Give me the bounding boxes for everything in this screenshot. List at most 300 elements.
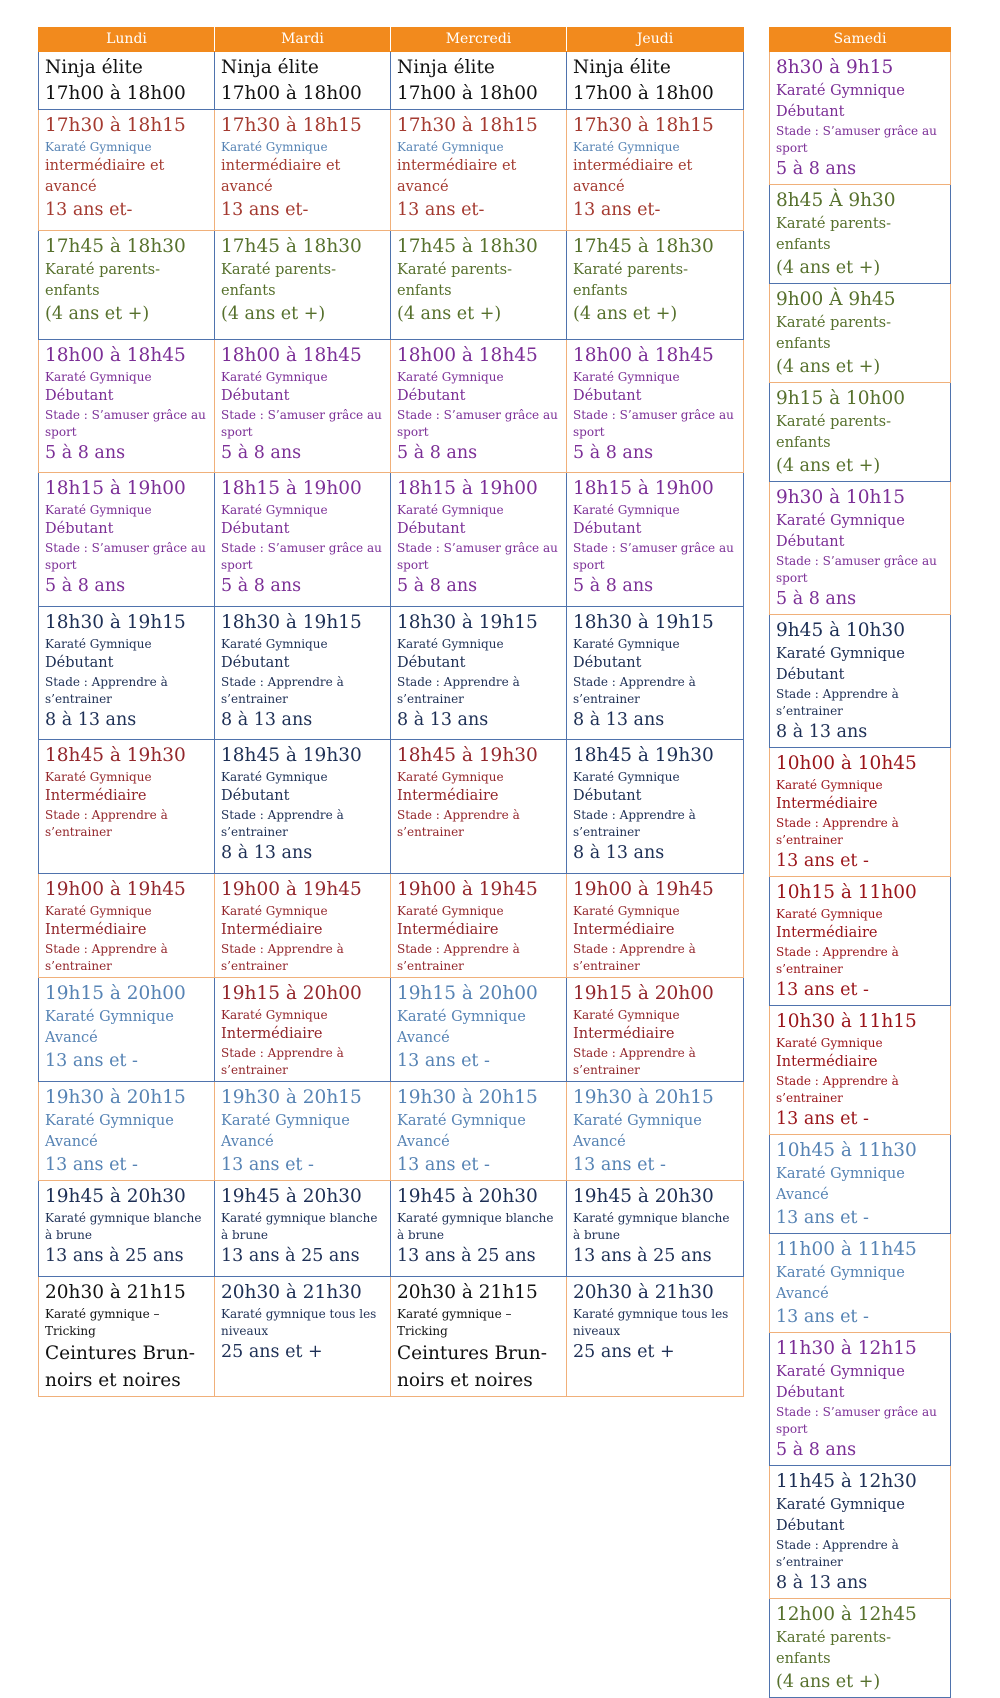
class-line: Karaté Gymnique: [776, 1036, 883, 1050]
class-line: (4 ans et +): [776, 1672, 881, 1692]
class-line: 13 ans et -: [221, 1155, 314, 1175]
saturday-class-cell: [770, 1135, 951, 1234]
class-line: 5 à 8 ans: [776, 159, 857, 179]
class-cell: [215, 1181, 391, 1277]
class-line: Stade : Apprendre à s’entrainer: [573, 1046, 696, 1077]
time-slot-row: [39, 110, 744, 231]
class-line: Stade : Apprendre à s’entrainer: [221, 808, 344, 839]
class-line: Karaté Gymnique Avancé: [776, 1265, 905, 1302]
class-cell: [567, 340, 744, 473]
class-line: Stade : S’amuser grâce au sport: [776, 1405, 937, 1436]
class-line: Karaté Gymnique: [397, 370, 504, 384]
class-line: Intermédiaire: [45, 788, 147, 804]
class-line: 18h00 à 18h45: [45, 345, 186, 366]
day-header-lundi: Lundi: [39, 28, 215, 52]
class-cell: [39, 607, 215, 740]
saturday-slot-row: [770, 185, 951, 284]
class-line: 11h30 à 12h15: [776, 1338, 917, 1359]
class-line: Stade : S’amuser grâce au sport: [45, 408, 206, 439]
saturday-slot-row: [770, 1006, 951, 1135]
class-cell: [391, 978, 567, 1082]
class-line: Karaté parents-enfants: [776, 414, 892, 451]
class-line: 18h15 à 19h00: [397, 478, 538, 499]
class-line: Karaté Gymnique Débutant: [776, 1497, 905, 1534]
class-line: 25 ans et +: [573, 1342, 675, 1362]
class-line: Karaté Gymnique Avancé: [573, 1113, 702, 1150]
saturday-slot-row: [770, 482, 951, 615]
class-line: Karaté parents-enfants: [45, 262, 161, 299]
class-cell: [567, 740, 744, 874]
class-line: 8 à 13 ans: [776, 1573, 868, 1593]
class-cell: [39, 874, 215, 978]
class-line: 8 à 13 ans: [573, 710, 665, 730]
class-line: Débutant: [397, 655, 466, 671]
saturday-class-cell: [770, 1599, 951, 1698]
class-line: Karaté Gymnique Avancé: [221, 1113, 350, 1150]
class-line: 5 à 8 ans: [221, 443, 302, 463]
class-line: Débutant: [573, 788, 642, 804]
class-line: 13 ans et -: [776, 980, 869, 1000]
class-line: 17h45 à 18h30: [45, 236, 186, 257]
class-line: Karaté Gymnique: [221, 370, 328, 384]
class-line: Karaté Gymnique: [45, 503, 152, 517]
saturday-class-cell: [770, 284, 951, 383]
class-line: 18h15 à 19h00: [221, 478, 362, 499]
class-line: Stade : Apprendre à s’entrainer: [221, 1046, 344, 1077]
class-line: 18h15 à 19h00: [573, 478, 714, 499]
class-line: 9h30 à 10h15: [776, 487, 906, 508]
class-cell: [39, 231, 215, 340]
class-line: Karaté gymnique – Tricking: [45, 1307, 160, 1338]
class-line: 19h15 à 20h00: [45, 983, 186, 1004]
class-line: 18h45 à 19h30: [573, 745, 714, 766]
class-line: Débutant: [45, 388, 114, 404]
class-line: Karaté gymnique blanche à brune: [573, 1211, 730, 1242]
class-line: 17h45 à 18h30: [397, 236, 538, 257]
class-line: Karaté Gymnique Débutant: [776, 646, 905, 683]
class-line: 8 à 13 ans: [221, 843, 313, 863]
time-slot-row: [39, 1181, 744, 1277]
class-cell: [391, 1082, 567, 1181]
class-line: 10h30 à 11h15: [776, 1011, 917, 1032]
class-cell: [567, 110, 744, 231]
class-cell: [39, 740, 215, 874]
class-cell: [391, 110, 567, 231]
class-line: Stade : Apprendre à s’entrainer: [776, 687, 899, 718]
class-line: 17h30 à 18h15: [397, 115, 538, 136]
class-line: Karaté parents-enfants: [776, 1630, 892, 1667]
class-line: 17h45 à 18h30: [573, 236, 714, 257]
class-line: Karaté Gymnique: [776, 778, 883, 792]
class-line: Intermédiaire: [573, 1026, 675, 1042]
class-line: Karaté Gymnique: [45, 904, 152, 918]
class-line: 13 ans et-: [45, 200, 133, 220]
class-line: Stade : S’amuser grâce au sport: [397, 408, 558, 439]
saturday-schedule-table: [769, 27, 951, 1698]
saturday-class-cell: [770, 1006, 951, 1135]
class-line: Karaté Gymnique: [45, 140, 152, 154]
class-line: Stade : Apprendre à s’entrainer: [573, 942, 696, 973]
class-line: 18h30 à 19h15: [221, 612, 362, 633]
class-line: 13 ans et -: [573, 1155, 666, 1175]
saturday-slot-row: [770, 284, 951, 383]
class-cell: [39, 110, 215, 231]
class-line: Ninja élite: [397, 57, 495, 78]
class-line: Karaté Gymnique: [221, 770, 328, 784]
class-line: 13 ans et -: [397, 1155, 490, 1175]
class-line: 17h30 à 18h15: [45, 115, 186, 136]
class-line: Intermédiaire: [776, 1054, 878, 1070]
class-cell: [215, 231, 391, 340]
saturday-slot-row: [770, 748, 951, 877]
class-cell: [39, 52, 215, 110]
class-line: 18h30 à 19h15: [397, 612, 538, 633]
class-line: 13 ans à 25 ans: [221, 1246, 360, 1266]
class-line: Karaté Gymnique: [397, 770, 504, 784]
class-line: 17h00 à 18h00: [221, 83, 362, 104]
class-line: 13 ans et -: [776, 1307, 869, 1327]
class-line: Débutant: [397, 521, 466, 537]
class-line: 17h30 à 18h15: [573, 115, 714, 136]
class-line: 19h45 à 20h30: [573, 1186, 714, 1207]
class-line: 19h00 à 19h45: [45, 879, 186, 900]
class-line: 8 à 13 ans: [45, 710, 137, 730]
saturday-slot-row: [770, 1599, 951, 1698]
class-line: 5 à 8 ans: [776, 589, 857, 609]
class-cell: [391, 52, 567, 110]
class-line: 17h00 à 18h00: [45, 83, 186, 104]
class-line: Débutant: [573, 521, 642, 537]
class-line: Karaté gymnique blanche à brune: [221, 1211, 378, 1242]
class-line: Ceintures Brun-noirs et noires: [397, 1343, 547, 1391]
class-line: Stade : S’amuser grâce au sport: [776, 554, 937, 585]
class-cell: [391, 740, 567, 874]
class-line: 19h00 à 19h45: [573, 879, 714, 900]
class-line: Stade : Apprendre à s’entrainer: [397, 942, 520, 973]
class-line: Intermédiaire: [45, 922, 147, 938]
class-cell: [567, 1181, 744, 1277]
class-cell: [215, 607, 391, 740]
class-line: Débutant: [221, 655, 290, 671]
class-line: (4 ans et +): [221, 304, 326, 324]
class-line: Débutant: [221, 388, 290, 404]
class-line: Ninja élite: [45, 57, 143, 78]
class-cell: [567, 978, 744, 1082]
class-line: 10h00 à 10h45: [776, 753, 917, 774]
class-line: (4 ans et +): [45, 304, 150, 324]
class-line: 5 à 8 ans: [45, 576, 126, 596]
class-cell: [567, 607, 744, 740]
class-line: 19h30 à 20h15: [573, 1087, 714, 1108]
class-cell: [391, 340, 567, 473]
saturday-class-cell: [770, 52, 951, 185]
class-line: (4 ans et +): [776, 456, 881, 476]
class-line: Karaté Gymnique: [573, 637, 680, 651]
class-line: intermédiaire et avancé: [45, 158, 165, 195]
class-line: 12h00 à 12h45: [776, 1604, 917, 1625]
class-cell: [215, 340, 391, 473]
class-line: 19h30 à 20h15: [397, 1087, 538, 1108]
class-cell: [391, 231, 567, 340]
class-line: 19h00 à 19h45: [397, 879, 538, 900]
class-line: intermédiaire et avancé: [221, 158, 341, 195]
class-line: Karaté Gymnique: [45, 370, 152, 384]
class-line: Débutant: [221, 788, 290, 804]
saturday-slot-row: [770, 615, 951, 748]
class-line: Débutant: [45, 521, 114, 537]
class-line: 18h00 à 18h45: [397, 345, 538, 366]
class-line: 20h30 à 21h30: [221, 1282, 362, 1303]
class-line: Stade : S’amuser grâce au sport: [45, 541, 206, 572]
class-line: Stade : S’amuser grâce au sport: [776, 124, 937, 155]
class-line: 19h15 à 20h00: [221, 983, 362, 1004]
class-line: 8 à 13 ans: [397, 710, 489, 730]
class-line: Karaté parents-enfants: [776, 315, 892, 352]
class-line: 17h30 à 18h15: [221, 115, 362, 136]
time-slot-row: [39, 52, 744, 110]
class-line: Stade : Apprendre à s’entrainer: [776, 1074, 899, 1105]
class-line: Karaté Gymnique: [221, 904, 328, 918]
class-line: 10h45 à 11h30: [776, 1140, 917, 1161]
time-slot-row: [39, 607, 744, 740]
class-line: 5 à 8 ans: [397, 576, 478, 596]
class-line: 18h45 à 19h30: [45, 745, 186, 766]
class-line: 13 ans et -: [776, 851, 869, 871]
class-line: 18h45 à 19h30: [397, 745, 538, 766]
class-line: 8h45 À 9h30: [776, 190, 896, 211]
saturday-class-cell: [770, 482, 951, 615]
class-line: 13 ans et -: [397, 1051, 490, 1071]
class-line: Karaté Gymnique: [221, 140, 328, 154]
class-line: Karaté Gymnique: [45, 637, 152, 651]
class-line: Stade : Apprendre à s’entrainer: [776, 945, 899, 976]
class-cell: [391, 607, 567, 740]
class-line: Intermédiaire: [397, 788, 499, 804]
saturday-slot-row: [770, 1333, 951, 1466]
class-line: 18h30 à 19h15: [573, 612, 714, 633]
class-line: 8 à 13 ans: [776, 722, 868, 742]
class-line: Karaté Gymnique Avancé: [397, 1113, 526, 1150]
class-line: 8 à 13 ans: [573, 843, 665, 863]
class-cell: [567, 231, 744, 340]
class-cell: [215, 1277, 391, 1397]
class-line: 18h30 à 19h15: [45, 612, 186, 633]
class-line: 13 ans et -: [776, 1208, 869, 1228]
class-line: 5 à 8 ans: [221, 576, 302, 596]
class-cell: [215, 110, 391, 231]
class-cell: [391, 1181, 567, 1277]
class-line: Karaté gymnique tous les niveaux: [221, 1307, 377, 1338]
class-line: Karaté parents-enfants: [221, 262, 337, 299]
class-line: Karaté Gymnique Débutant: [776, 83, 905, 120]
time-slot-row: [39, 1277, 744, 1397]
time-slot-row: [39, 340, 744, 473]
class-cell: [391, 473, 567, 607]
class-line: Karaté Gymnique: [776, 907, 883, 921]
weekday-header-row: [39, 28, 744, 52]
class-line: Stade : S’amuser grâce au sport: [573, 408, 734, 439]
class-cell: [391, 1277, 567, 1397]
class-line: 13 ans à 25 ans: [573, 1246, 712, 1266]
class-cell: [567, 1082, 744, 1181]
class-line: Stade : S’amuser grâce au sport: [573, 541, 734, 572]
class-line: 19h15 à 20h00: [573, 983, 714, 1004]
class-line: Karaté Gymnique: [573, 770, 680, 784]
class-line: Intermédiaire: [397, 922, 499, 938]
weekday-schedule-table: [38, 27, 744, 1397]
class-line: 13 ans et -: [45, 1155, 138, 1175]
class-line: Karaté gymnique – Tricking: [397, 1307, 512, 1338]
class-line: Intermédiaire: [221, 1026, 323, 1042]
class-line: Débutant: [397, 388, 466, 404]
class-line: Karaté Gymnique: [45, 770, 152, 784]
class-line: Débutant: [221, 521, 290, 537]
class-line: 13 ans et -: [776, 1109, 869, 1129]
class-line: Karaté Gymnique: [397, 904, 504, 918]
saturday-slot-row: [770, 877, 951, 1006]
class-line: 19h15 à 20h00: [397, 983, 538, 1004]
class-line: Karaté Gymnique Avancé: [397, 1009, 526, 1046]
class-line: Karaté parents-enfants: [397, 262, 513, 299]
class-line: Karaté Gymnique: [397, 503, 504, 517]
saturday-class-cell: [770, 748, 951, 877]
saturday-class-cell: [770, 185, 951, 284]
class-line: Débutant: [573, 655, 642, 671]
class-line: Débutant: [45, 655, 114, 671]
class-cell: [215, 740, 391, 874]
class-cell: [215, 473, 391, 607]
time-slot-row: [39, 978, 744, 1082]
class-line: Karaté gymnique blanche à brune: [397, 1211, 554, 1242]
class-line: 13 ans à 25 ans: [397, 1246, 536, 1266]
class-cell: [39, 1181, 215, 1277]
class-line: 9h45 à 10h30: [776, 620, 906, 641]
saturday-class-cell: [770, 1333, 951, 1466]
class-cell: [39, 1277, 215, 1397]
class-line: Stade : Apprendre à s’entrainer: [221, 675, 344, 706]
class-cell: [215, 1082, 391, 1181]
class-line: 18h15 à 19h00: [45, 478, 186, 499]
class-line: (4 ans et +): [776, 258, 881, 278]
class-cell: [39, 978, 215, 1082]
class-line: 13 ans à 25 ans: [45, 1246, 184, 1266]
time-slot-row: [39, 874, 744, 978]
class-line: Ceintures Brun-noirs et noires: [45, 1343, 195, 1391]
time-slot-row: [39, 473, 744, 607]
class-line: 20h30 à 21h15: [397, 1282, 538, 1303]
class-line: Karaté Gymnique: [573, 370, 680, 384]
class-line: Karaté Gymnique: [573, 503, 680, 517]
class-line: Karaté Gymnique: [573, 1008, 680, 1022]
class-line: 5 à 8 ans: [45, 443, 126, 463]
class-line: 18h00 à 18h45: [573, 345, 714, 366]
class-line: Stade : Apprendre à s’entrainer: [45, 808, 168, 839]
class-line: 19h45 à 20h30: [45, 1186, 186, 1207]
class-line: 19h45 à 20h30: [221, 1186, 362, 1207]
class-line: 17h00 à 18h00: [573, 83, 714, 104]
class-line: 11h45 à 12h30: [776, 1471, 917, 1492]
class-line: Ninja élite: [221, 57, 319, 78]
class-line: Stade : Apprendre à s’entrainer: [45, 675, 168, 706]
class-line: Stade : Apprendre à s’entrainer: [397, 675, 520, 706]
class-line: 9h15 à 10h00: [776, 388, 906, 409]
class-line: Stade : S’amuser grâce au sport: [221, 408, 382, 439]
class-line: Karaté gymnique blanche à brune: [45, 1211, 202, 1242]
class-line: 20h30 à 21h15: [45, 1282, 186, 1303]
class-line: Stade : Apprendre à s’entrainer: [573, 675, 696, 706]
weekday-schedule-body: [39, 52, 744, 1397]
saturday-class-cell: [770, 383, 951, 482]
class-cell: [567, 52, 744, 110]
class-cell: [567, 473, 744, 607]
class-cell: [215, 978, 391, 1082]
day-header-mardi: Mardi: [215, 28, 391, 52]
class-line: Stade : S’amuser grâce au sport: [221, 541, 382, 572]
class-line: intermédiaire et avancé: [573, 158, 693, 195]
class-cell: [215, 52, 391, 110]
class-line: Karaté Gymnique: [397, 637, 504, 651]
class-cell: [39, 473, 215, 607]
class-line: 19h30 à 20h15: [45, 1087, 186, 1108]
class-line: Intermédiaire: [573, 922, 675, 938]
class-line: (4 ans et +): [397, 304, 502, 324]
class-line: 18h00 à 18h45: [221, 345, 362, 366]
class-line: 17h00 à 18h00: [397, 83, 538, 104]
class-line: 8h30 à 9h15: [776, 57, 894, 78]
class-line: 11h00 à 11h45: [776, 1239, 917, 1260]
class-line: 17h45 à 18h30: [221, 236, 362, 257]
class-line: Karaté Gymnique Avancé: [776, 1166, 905, 1203]
class-line: Ninja élite: [573, 57, 671, 78]
time-slot-row: [39, 1082, 744, 1181]
class-line: Karaté parents-enfants: [573, 262, 689, 299]
class-line: 18h45 à 19h30: [221, 745, 362, 766]
class-line: 5 à 8 ans: [573, 443, 654, 463]
class-cell: [391, 874, 567, 978]
saturday-class-cell: [770, 615, 951, 748]
class-line: Stade : S’amuser grâce au sport: [397, 541, 558, 572]
class-line: 20h30 à 21h30: [573, 1282, 714, 1303]
saturday-header-row: [770, 28, 951, 52]
class-line: Karaté Gymnique: [221, 503, 328, 517]
class-line: 9h00 À 9h45: [776, 289, 896, 310]
class-line: Intermédiaire: [776, 796, 878, 812]
class-cell: [39, 340, 215, 473]
saturday-class-cell: [770, 1466, 951, 1599]
class-line: 13 ans et-: [221, 200, 309, 220]
saturday-slot-row: [770, 1234, 951, 1333]
class-cell: [39, 1082, 215, 1181]
class-line: Stade : Apprendre à s’entrainer: [776, 816, 899, 847]
class-line: 10h15 à 11h00: [776, 882, 917, 903]
class-line: 5 à 8 ans: [397, 443, 478, 463]
saturday-slot-row: [770, 383, 951, 482]
class-line: Karaté gymnique tous les niveaux: [573, 1307, 729, 1338]
class-line: 25 ans et +: [221, 1342, 323, 1362]
class-line: Karaté Gymnique: [397, 140, 504, 154]
class-line: 13 ans et-: [573, 200, 661, 220]
class-line: Karaté Gymnique Débutant: [776, 513, 905, 550]
class-line: 13 ans et-: [397, 200, 485, 220]
class-line: 13 ans et -: [45, 1051, 138, 1071]
class-line: Karaté Gymnique Avancé: [45, 1009, 174, 1046]
day-header-jeudi: Jeudi: [567, 28, 744, 52]
class-line: 5 à 8 ans: [573, 576, 654, 596]
class-line: 8 à 13 ans: [221, 710, 313, 730]
class-line: Stade : Apprendre à s’entrainer: [397, 808, 520, 839]
class-line: Intermédiaire: [221, 922, 323, 938]
class-line: (4 ans et +): [776, 357, 881, 377]
